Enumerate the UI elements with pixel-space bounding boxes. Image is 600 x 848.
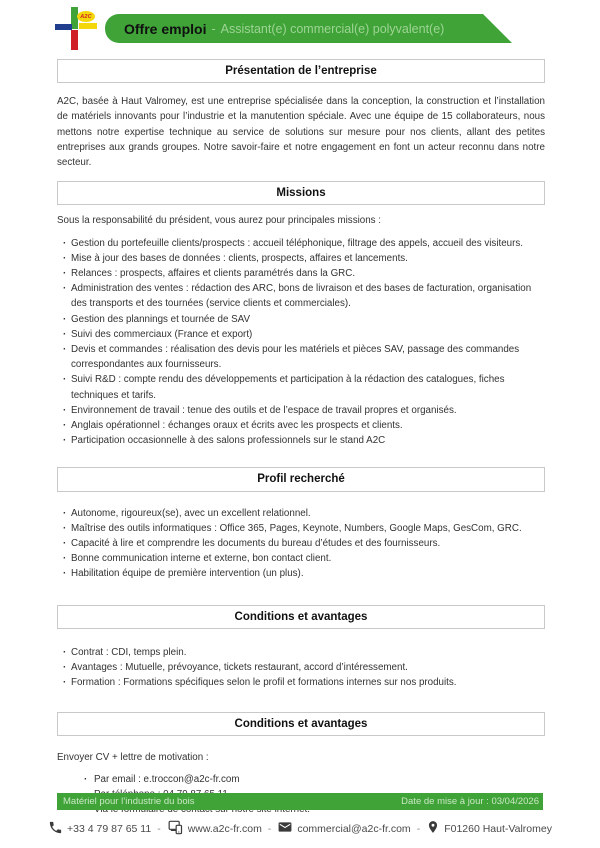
- section-title-missions: Missions: [57, 181, 545, 205]
- bullet-item: · Contrat : CDI, temps plein.: [57, 645, 545, 660]
- footer-bar: [57, 793, 543, 810]
- bullet-item: · Par email : e.troccon@a2c-fr.com: [57, 772, 545, 787]
- section-title-presentation: Présentation de l’entreprise: [57, 59, 545, 83]
- location-pin-icon: [426, 819, 444, 838]
- bullet-item: · Gestion des plannings et tournée de SAV: [57, 312, 545, 327]
- footer-update-date: Date de mise à jour : 03/04/2026: [401, 796, 539, 807]
- bullet-item: · Formation : Formations spécifiques selon le profil et formations internes sur nos produits.: [57, 675, 545, 690]
- contact-email-text: commercial@a2c-fr.com: [297, 822, 411, 835]
- contact-website: [167, 819, 262, 838]
- section-title-conditions: Conditions et avantages: [57, 605, 545, 629]
- bullet-item: · Capacité à lire et comprendre les documents du bureau d’études et des fournisseurs.: [57, 536, 545, 551]
- bullet-item: · Mise à jour des bases de données : clients, prospects, affaires et lancements.: [57, 251, 545, 266]
- section-title-candidature: Conditions et avantages: [57, 712, 545, 736]
- bullet-item: · Habilitation équipe de première intervention (un plus).: [57, 566, 545, 581]
- contact-address-text: F01260 Haut-Valromey: [444, 822, 552, 835]
- contact-separator: -: [267, 822, 272, 835]
- contact-separator: -: [416, 822, 421, 835]
- contact-phone: [48, 820, 151, 838]
- contact-phone-text: +33 4 79 87 65 11: [67, 822, 152, 835]
- bullet-item: · Relances : prospects, affaires et clients paramétrés dans la GRC.: [57, 266, 545, 281]
- contact-website-text: www.a2c-fr.com: [187, 822, 262, 835]
- logo-red-bar: [71, 30, 78, 50]
- logo-yellow-bar: [79, 23, 97, 29]
- bullet-item: · Bonne communication interne et externe, bon contact client.: [57, 551, 545, 566]
- phone-icon: [48, 820, 67, 838]
- section-title-profil: Profil recherché: [57, 467, 545, 491]
- a2c-logo: [77, 11, 95, 22]
- bullet-item: · Participation occasionnelle à des salons professionnels sur le stand A2C: [57, 433, 545, 448]
- missions-intro: Sous la responsabilité du président, vous aurez pour principales missions :: [57, 215, 382, 227]
- bullet-item: · Suivi R&D : compte rendu des développements et participation à la rédaction des catalogues, fiches techniques et tarifs.: [57, 372, 545, 402]
- missions-list: [57, 236, 545, 449]
- banner-separator: -: [211, 21, 216, 36]
- bullet-item: · Avantages : Mutuelle, prévoyance, tickets restaurant, accord d’intéressement.: [57, 660, 545, 675]
- profil-list: [57, 506, 545, 582]
- logo-text: A2C: [80, 13, 92, 20]
- presentation-paragraph: A2C, basée à Haut Valromey, est une entreprise spécialisée dans la conception, la construction et l’installation de matériels innovants pour l’industrie et la manutention spéciale. Avec une équipe de 15 collaborateurs, nous mettons notre expertise technique au service de solutions sur mesure pour nos clients, allant des petites entreprises aux grands groupes. Notre savoir-faire et notre engagement en font un acteur reconnu dans notre secteur.: [57, 96, 545, 169]
- contact-email: [277, 820, 410, 837]
- contact-separator: -: [157, 822, 161, 835]
- bullet-item: · Administration des ventes : rédaction des ARC, bons de livraison et des bases de facturation, organisation des transports et des tournées (service clients et commerciales).: [57, 281, 545, 311]
- bullet-item: · Environnement de travail : tenue des outils et de l’espace de travail propres et organisés.: [57, 403, 545, 418]
- contact-row: [0, 819, 600, 838]
- candidature-intro: Envoyer CV + lettre de motivation :: [57, 751, 209, 763]
- conditions-list: [57, 645, 545, 691]
- bullet-item: · Anglais opérationnel : échanges oraux et écrits avec les prospects et clients.: [57, 418, 545, 433]
- banner-tip-shape: [483, 14, 512, 43]
- banner-subtitle: Assistant(e) commercial(e) polyvalent(e): [220, 21, 445, 36]
- bullet-item: · Devis et commandes : réalisation des devis pour les matériels et pièces SAV, passage des commandes correspondantes aux fournisseurs.: [57, 342, 545, 372]
- devices-icon: [167, 819, 188, 838]
- contact-address: [426, 819, 552, 838]
- document-body: [57, 59, 545, 818]
- logo-blue-bar: [55, 24, 72, 30]
- bullet-item: · Maîtrise des outils informatiques : Office 365, Pages, Keynote, Numbers, Google Maps, GesCom, GRC.: [57, 521, 545, 536]
- title-banner: [105, 14, 483, 43]
- bullet-item: · Suivi des commerciaux (France et export): [57, 327, 545, 342]
- envelope-icon: [277, 820, 297, 837]
- bullet-item: · Gestion du portefeuille clients/prospects : accueil téléphonique, filtrage des appels, accueil des visiteurs.: [57, 236, 545, 251]
- footer-tagline: Matériel pour l’industrie du bois: [63, 796, 195, 807]
- banner-title: Offre emploi: [124, 20, 207, 37]
- bullet-item: · Autonome, rigoureux(se), avec un excellent relationnel.: [57, 506, 545, 521]
